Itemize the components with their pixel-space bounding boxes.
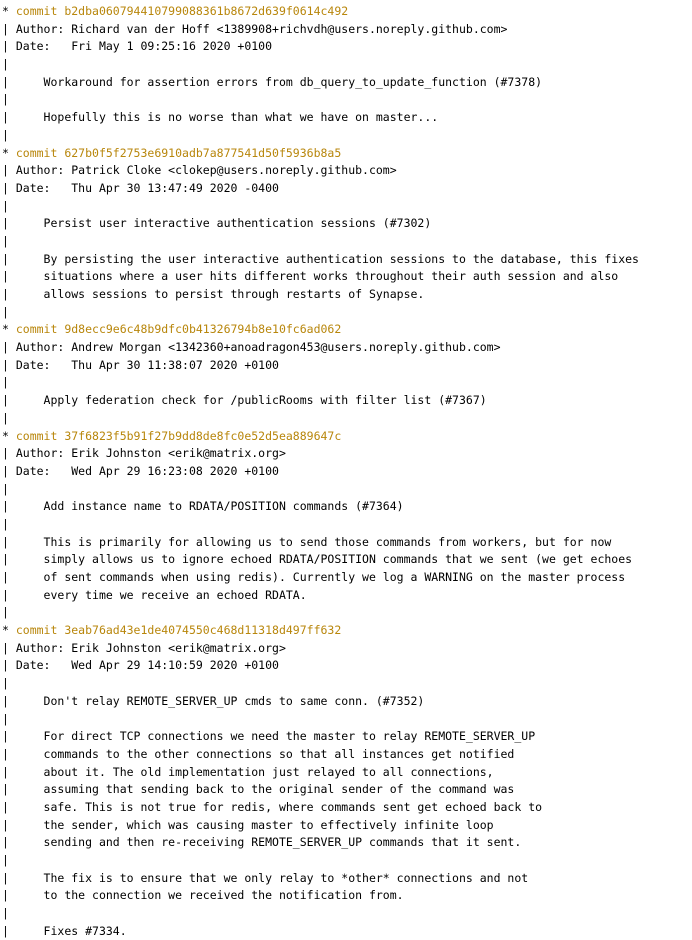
log-line-text: safe. This is not true for redis, where commands sent get echoed back to	[15, 799, 543, 814]
log-line	[0, 233, 692, 251]
graph-edge-icon: |	[2, 92, 16, 107]
log-line	[0, 799, 692, 817]
log-line	[0, 180, 692, 198]
graph-edge-icon: |	[2, 552, 16, 567]
log-line	[0, 38, 692, 56]
commit-header-line	[0, 321, 692, 339]
graph-edge-icon: |	[2, 357, 16, 372]
log-line	[0, 887, 692, 905]
log-line	[0, 923, 692, 940]
log-line	[0, 304, 692, 322]
log-line	[0, 339, 692, 357]
graph-edge-icon: |	[2, 21, 16, 36]
graph-edge-icon: |	[2, 888, 16, 903]
log-line	[0, 374, 692, 392]
log-line	[0, 445, 692, 463]
log-line	[0, 834, 692, 852]
log-line	[0, 251, 692, 269]
log-line-text: assuming that sending back to the original sender of the command was	[15, 782, 515, 797]
log-line	[0, 905, 692, 923]
log-line-text: Author: Andrew Morgan <1342360+anoadragon453@users.noreply.github.com>	[15, 340, 501, 355]
log-line	[0, 91, 692, 109]
log-line-text: This is primarily for allowing us to send those commands from workers, but for now	[15, 534, 612, 549]
graph-edge-icon: |	[2, 110, 16, 125]
log-line	[0, 357, 692, 375]
log-line	[0, 675, 692, 693]
log-line	[0, 852, 692, 870]
graph-edge-icon: |	[2, 764, 16, 779]
graph-edge-icon: |	[2, 216, 16, 231]
log-line-text: Date: Wed Apr 29 14:10:59 2020 +0100	[15, 658, 279, 673]
graph-edge-icon: |	[2, 304, 16, 319]
graph-edge-icon: |	[2, 39, 16, 54]
log-line	[0, 21, 692, 39]
log-line	[0, 534, 692, 552]
log-line	[0, 781, 692, 799]
log-line	[0, 268, 692, 286]
log-line	[0, 410, 692, 428]
log-line-text: commands to the other connections so that all instances get notified	[15, 746, 515, 761]
commit-header-line	[0, 145, 692, 163]
log-line	[0, 127, 692, 145]
commit-hash-text: commit b2dba060794410799088361b8672d639f0614c492	[15, 4, 349, 18]
graph-edge-icon: |	[2, 817, 16, 832]
log-line-text: Date: Thu Apr 30 11:38:07 2020 +0100	[15, 357, 279, 372]
graph-edge-icon: |	[2, 499, 16, 514]
graph-edge-icon: |	[2, 287, 16, 301]
log-line-text: allows sessions to persist through restarts of Synapse.	[15, 287, 425, 301]
log-line-text: sending and then re-receiving REMOTE_SERVER_UP commands that it sent.	[15, 835, 522, 850]
log-line-text: to the connection we received the notification from.	[15, 888, 404, 903]
graph-edge-icon: |	[2, 127, 16, 142]
log-line	[0, 764, 692, 782]
graph-edge-icon: |	[2, 269, 16, 284]
graph-edge-icon: |	[2, 446, 16, 461]
graph-node-icon: *	[2, 428, 16, 443]
graph-edge-icon: |	[2, 410, 16, 425]
graph-edge-icon: |	[2, 658, 16, 673]
commit-hash-text: commit 3eab76ad43e1de4074550c468d11318d497ff632	[15, 623, 342, 638]
log-line	[0, 198, 692, 216]
log-line-text: Author: Erik Johnston <erik@matrix.org>	[15, 640, 286, 655]
log-line	[0, 74, 692, 92]
log-line	[0, 817, 692, 835]
log-line	[0, 587, 692, 605]
graph-edge-icon: |	[2, 481, 16, 496]
graph-edge-icon: |	[2, 375, 16, 390]
log-line	[0, 569, 692, 587]
log-line	[0, 711, 692, 729]
graph-node-icon: *	[2, 145, 16, 160]
graph-node-icon: *	[2, 623, 16, 638]
graph-edge-icon: |	[2, 605, 16, 620]
log-line-text: Hopefully this is no worse than what we have on master...	[15, 110, 439, 125]
log-line-text: simply allows us to ignore echoed RDATA/POSITION commands that we sent (we get echoes	[15, 552, 633, 567]
log-line-text: By persisting the user interactive authentication sessions to the database, this fixes	[15, 251, 639, 266]
graph-node-icon: *	[2, 322, 16, 337]
graph-edge-icon: |	[2, 906, 16, 921]
graph-edge-icon: |	[2, 340, 16, 355]
log-line-text: For direct TCP connections we need the master to relay REMOTE_SERVER_UP	[15, 729, 536, 744]
graph-edge-icon: |	[2, 853, 16, 867]
graph-edge-icon: |	[2, 57, 16, 72]
graph-edge-icon: |	[2, 198, 16, 213]
log-line-text: Fixes #7334.	[15, 923, 127, 938]
log-line-text: Date: Fri May 1 09:25:16 2020 +0100	[15, 39, 273, 54]
log-line	[0, 693, 692, 711]
log-line	[0, 463, 692, 481]
graph-edge-icon: |	[2, 587, 16, 602]
graph-edge-icon: |	[2, 516, 16, 531]
log-line	[0, 746, 692, 764]
log-line-text: Don't relay REMOTE_SERVER_UP cmds to same conn. (#7352)	[15, 693, 425, 708]
graph-edge-icon: |	[2, 180, 16, 195]
log-line	[0, 215, 692, 233]
graph-edge-icon: |	[2, 711, 16, 726]
log-line-text: Persist user interactive authentication sessions (#7302)	[15, 216, 432, 231]
log-line	[0, 392, 692, 410]
commit-header-line	[0, 428, 692, 446]
graph-edge-icon: |	[2, 729, 16, 744]
graph-edge-icon: |	[2, 251, 16, 266]
graph-edge-icon: |	[2, 782, 16, 797]
graph-edge-icon: |	[2, 746, 16, 761]
graph-edge-icon: |	[2, 570, 16, 584]
graph-edge-icon: |	[2, 870, 16, 885]
log-line-text: Author: Erik Johnston <erik@matrix.org>	[15, 446, 286, 461]
log-line-text: about it. The old implementation just relayed to all connections,	[15, 764, 494, 779]
log-line-text: the sender, which was causing master to effectively infinite loop	[15, 817, 494, 832]
log-line-text: of sent commands when using redis). Currently we log a WARNING on the master process	[15, 570, 626, 584]
log-line-text: situations where a user hits different works throughout their auth session and also	[15, 269, 619, 284]
graph-edge-icon: |	[2, 799, 16, 814]
graph-edge-icon: |	[2, 233, 16, 248]
graph-edge-icon: |	[2, 534, 16, 549]
graph-edge-icon: |	[2, 835, 16, 850]
log-line-text: Workaround for assertion errors from db_query_to_update_function (#7378)	[15, 74, 543, 89]
log-line	[0, 551, 692, 569]
graph-node-icon: *	[2, 4, 16, 18]
graph-edge-icon: |	[2, 463, 16, 478]
graph-edge-icon: |	[2, 163, 16, 178]
log-line-text: The fix is to ensure that we only relay to *other* connections and not	[15, 870, 529, 885]
graph-edge-icon: |	[2, 640, 16, 655]
log-line	[0, 640, 692, 658]
log-line-text: Apply federation check for /publicRooms with filter list (#7367)	[15, 393, 487, 408]
log-line-text: Date: Thu Apr 30 13:47:49 2020 -0400	[15, 180, 279, 195]
log-line	[0, 481, 692, 499]
log-line	[0, 498, 692, 516]
commit-header-line	[0, 622, 692, 640]
log-line-text: every time we receive an echoed RDATA.	[15, 587, 307, 602]
graph-edge-icon: |	[2, 693, 16, 708]
commit-hash-text: commit 9d8ecc9e6c48b9dfc0b41326794b8e10fc6ad062	[15, 322, 342, 337]
log-line	[0, 56, 692, 74]
graph-edge-icon: |	[2, 74, 16, 89]
log-line-text: Author: Richard van der Hoff <1389908+richvdh@users.noreply.github.com>	[15, 21, 508, 36]
log-line	[0, 604, 692, 622]
commit-hash-text: commit 37f6823f5b91f27b9dd8de8fc0e52d5ea889647c	[15, 428, 342, 443]
log-line	[0, 728, 692, 746]
log-line	[0, 657, 692, 675]
graph-edge-icon: |	[2, 923, 16, 938]
graph-edge-icon: |	[2, 676, 16, 691]
log-line	[0, 516, 692, 534]
commit-header-line	[0, 3, 692, 21]
log-line	[0, 286, 692, 304]
log-line-text: Add instance name to RDATA/POSITION commands (#7364)	[15, 499, 404, 514]
graph-edge-icon: |	[2, 393, 16, 408]
commit-hash-text: commit 627b0f5f2753e6910adb7a877541d50f5936b8a5	[15, 145, 342, 160]
log-line	[0, 109, 692, 127]
log-line	[0, 162, 692, 180]
log-line-text: Date: Wed Apr 29 16:23:08 2020 +0100	[15, 463, 279, 478]
log-line	[0, 870, 692, 888]
log-line-text: Author: Patrick Cloke <clokep@users.noreply.github.com>	[15, 163, 397, 178]
